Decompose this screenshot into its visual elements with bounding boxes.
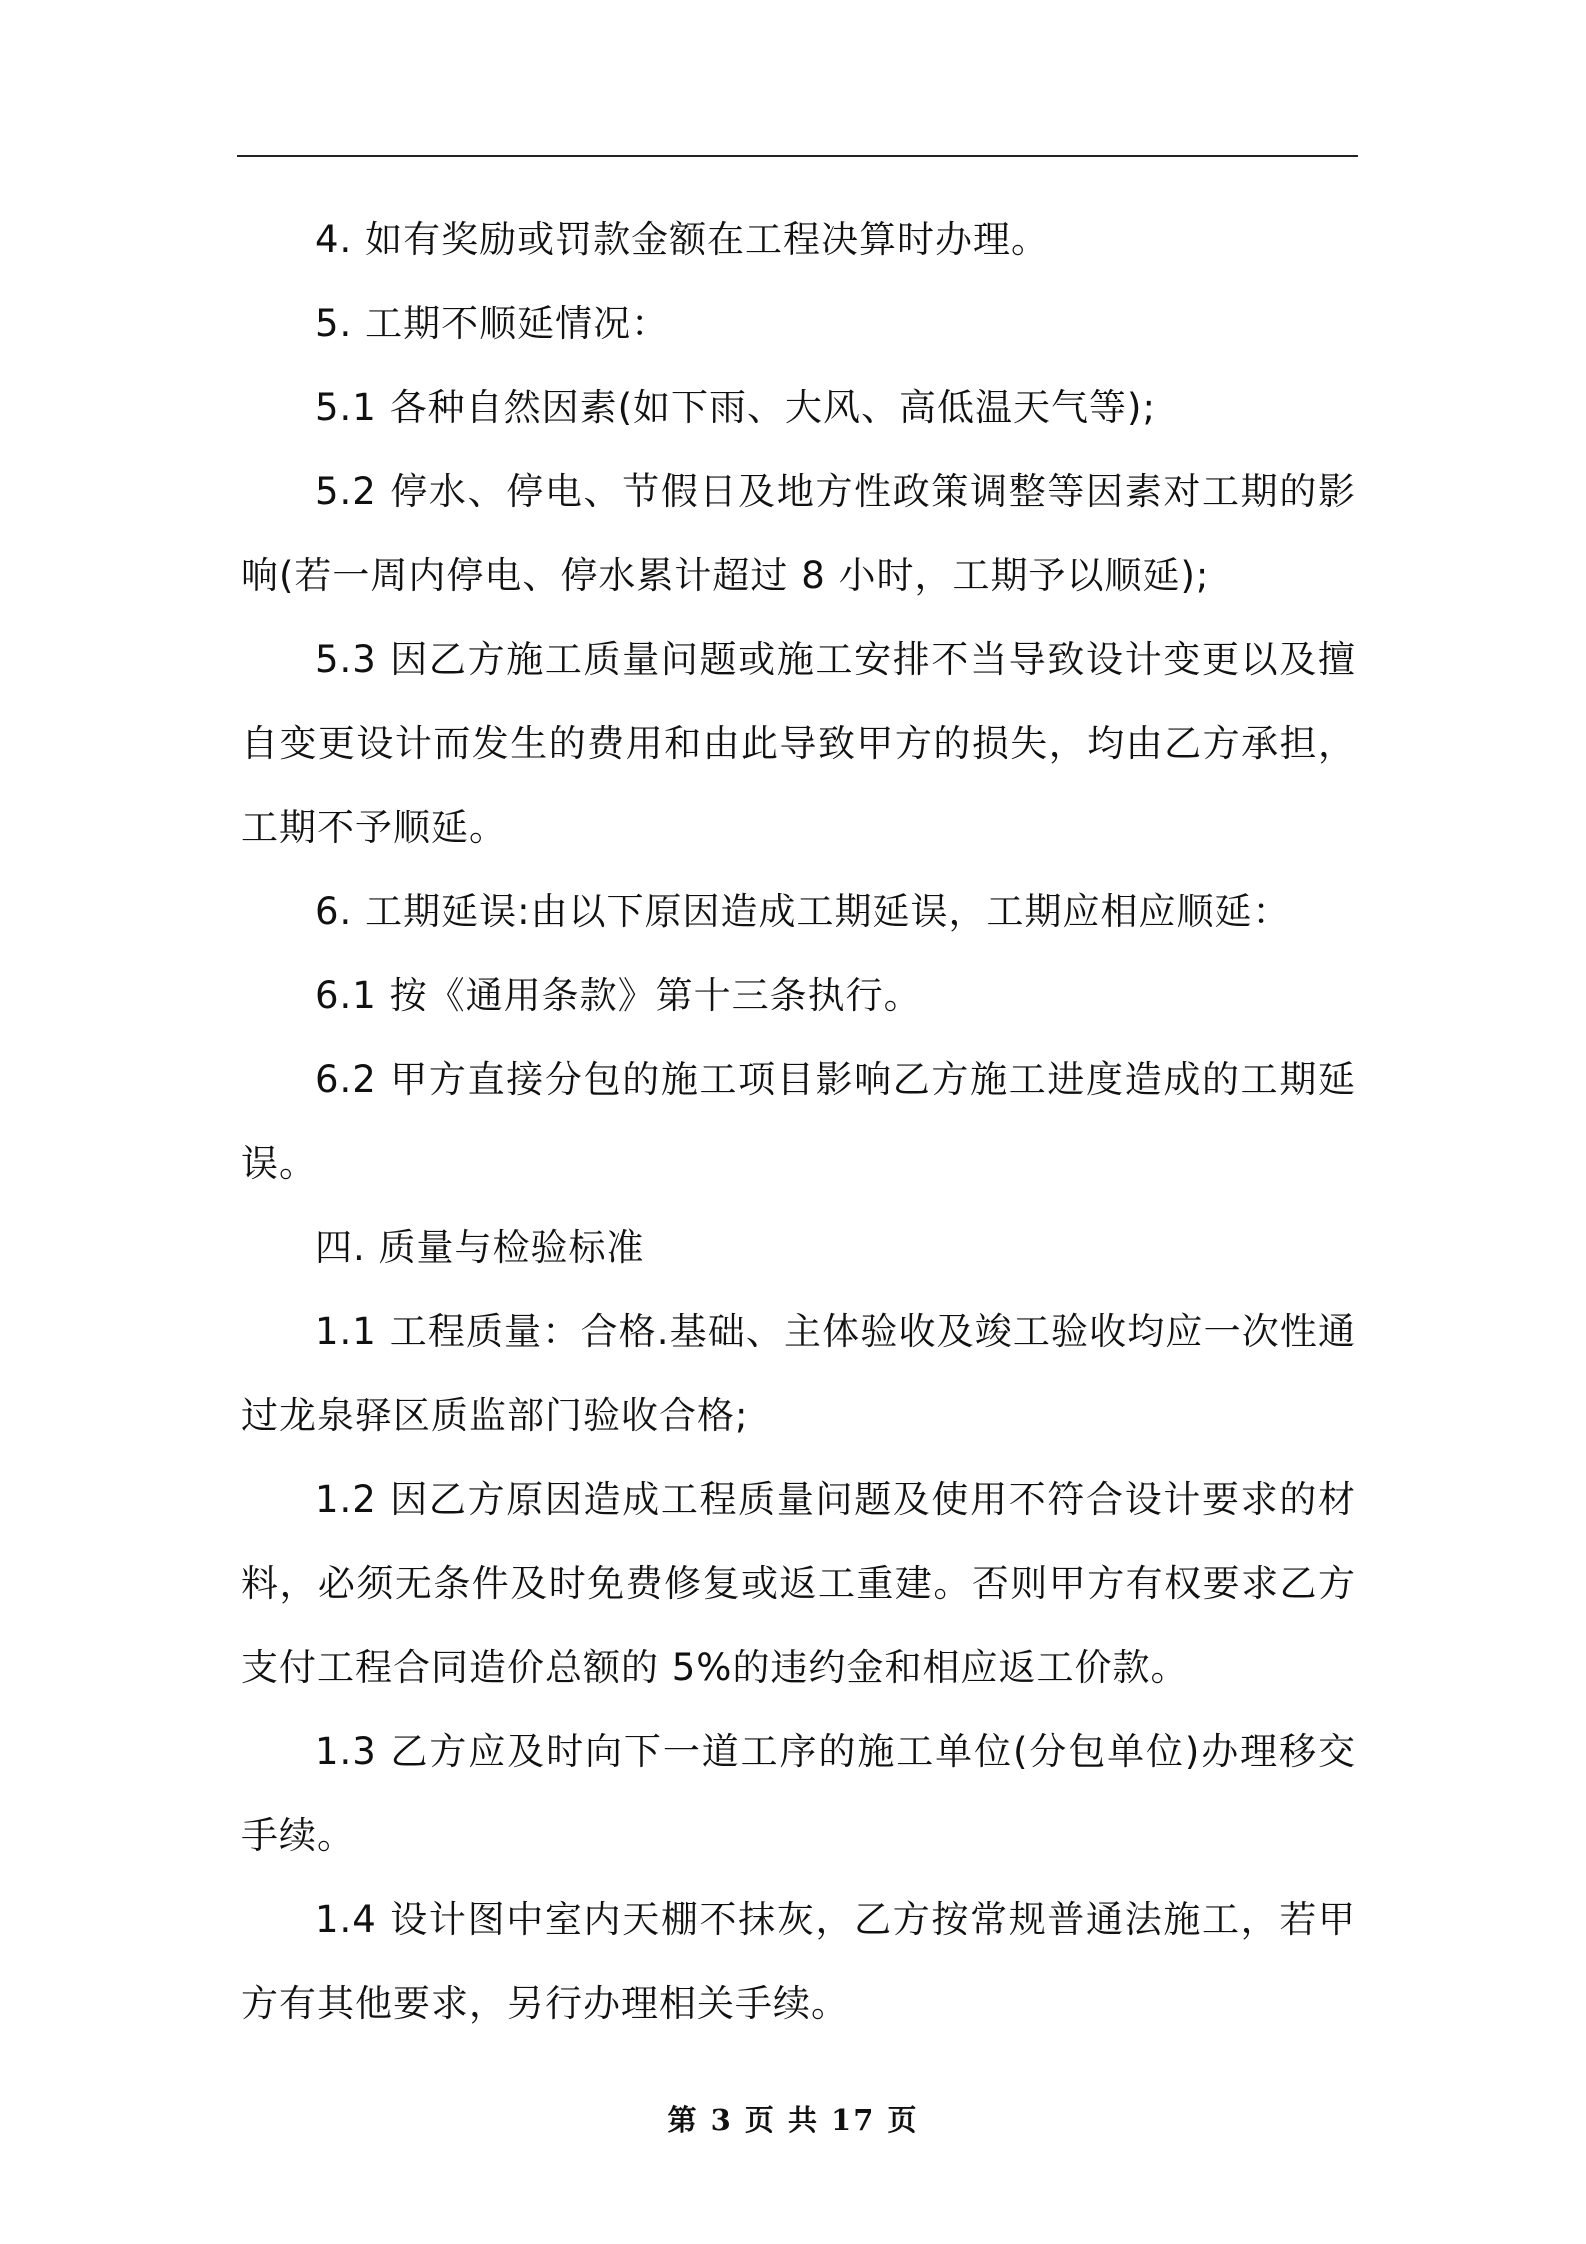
paragraph-item-5: 5. 工期不顺延情况：	[315, 302, 670, 345]
paragraph-item-5-3: 5.3 因乙方施工质量问题或施工安排不当导致设计变更以及擅自变更设计而发生的费用和由此导致甲方的损失，均由乙方承担，工期不予顺延。	[241, 638, 1356, 849]
paragraph-item-5-1: 5.1 各种自然因素(如下雨、大风、高低温天气等);	[315, 386, 1156, 429]
paragraph-item-5-2: 5.2 停水、停电、节假日及地方性政策调整等因素对工期的影响(若一周内停电、停水累计超过 8 小时，工期予以顺延);	[241, 470, 1356, 597]
paragraph-item-4: 4. 如有奖励或罚款金额在工程决算时办理。	[315, 218, 1050, 261]
paragraph-item-1-1: 1.1 工程质量：合格.基础、主体验收及竣工验收均应一次性通过龙泉驿区质监部门验收合格;	[241, 1310, 1356, 1437]
paragraph-item-1-2: 1.2 因乙方原因造成工程质量问题及使用不符合设计要求的材料，必须无条件及时免费修复或返工重建。否则甲方有权要求乙方支付工程合同造价总额的 5%的违约金和相应返工价款。	[241, 1478, 1356, 1689]
page-number: 第 3 页 共 17 页	[667, 2103, 919, 2137]
paragraph-item-6: 6. 工期延误:由以下原因造成工期延误，工期应相应顺延：	[315, 890, 1291, 933]
document-body	[241, 198, 1356, 2046]
paragraph-item-6-1: 6.1 按《通用条款》第十三条执行。	[315, 974, 922, 1017]
section-heading-quality: 四. 质量与检验标准	[315, 1226, 645, 1269]
paragraph-item-1-3: 1.3 乙方应及时向下一道工序的施工单位(分包单位)办理移交手续。	[241, 1730, 1356, 1857]
paragraph-item-1-4: 1.4 设计图中室内天棚不抹灰，乙方按常规普通法施工，若甲方有其他要求，另行办理相关手续。	[241, 1898, 1356, 2025]
paragraph-item-6-2: 6.2 甲方直接分包的施工项目影响乙方施工进度造成的工期延误。	[241, 1058, 1356, 1185]
header-rule	[237, 155, 1358, 157]
